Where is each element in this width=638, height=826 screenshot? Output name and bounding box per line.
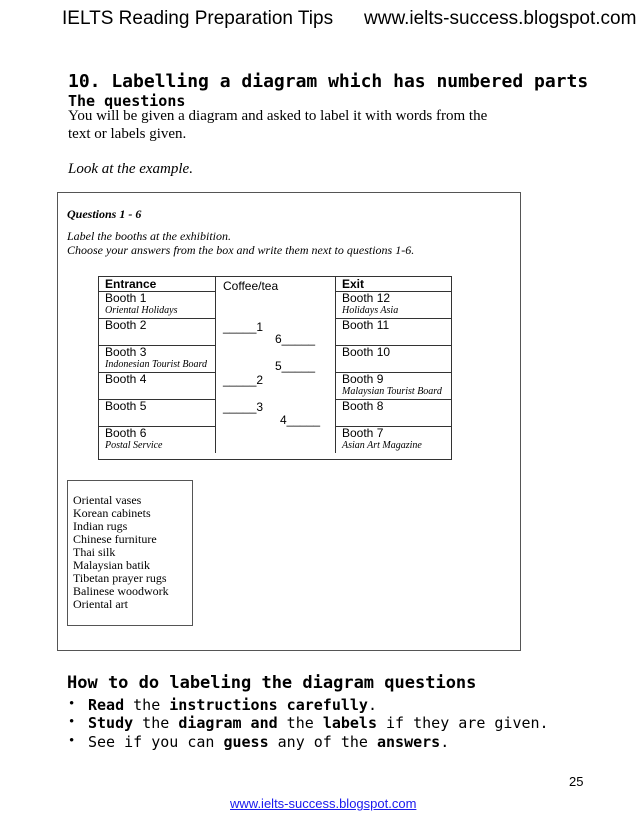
howto-bullet-3 bbox=[88, 733, 449, 752]
plain-text: . bbox=[440, 733, 450, 751]
option-item: Balinese woodwork bbox=[73, 584, 169, 598]
answer-blank-1: _____1 bbox=[223, 320, 264, 334]
right-booth-column bbox=[335, 277, 452, 453]
look-at-example: Look at the example. bbox=[68, 161, 193, 177]
booth-label: Booth 6 bbox=[105, 426, 147, 440]
howto-bullet-1 bbox=[88, 696, 377, 715]
booth-cell bbox=[336, 426, 452, 453]
intro-text-line-1: You will be given a diagram and asked to label it with words from the bbox=[68, 108, 488, 124]
booth-cell bbox=[99, 318, 215, 345]
booth-label: Booth 10 bbox=[342, 345, 391, 359]
booth-diagram bbox=[98, 276, 452, 460]
header-title: IELTS Reading Preparation Tips bbox=[62, 8, 334, 29]
booth-cell bbox=[336, 399, 452, 426]
bold-term: labels bbox=[322, 714, 377, 732]
option-item: Chinese furniture bbox=[73, 532, 157, 546]
booth-cell bbox=[336, 372, 452, 399]
booth-label: Booth 9 bbox=[342, 372, 384, 386]
booth-label: Booth 11 bbox=[342, 318, 390, 332]
option-item: Tibetan prayer rugs bbox=[73, 571, 167, 585]
exit-label: Exit bbox=[342, 277, 365, 291]
bullet-icon: • bbox=[69, 733, 75, 749]
entrance-label: Entrance bbox=[105, 277, 157, 291]
booth-cell bbox=[99, 426, 215, 453]
bold-term: guess bbox=[223, 733, 269, 751]
answer-blank-3: _____3 bbox=[223, 400, 264, 414]
page-number: 25 bbox=[569, 774, 584, 789]
booth-label: Booth 8 bbox=[342, 399, 384, 413]
plain-text: the bbox=[277, 714, 323, 732]
booth-occupant: Postal Service bbox=[105, 440, 163, 451]
booth-occupant: Indonesian Tourist Board bbox=[105, 359, 208, 370]
left-booth-column bbox=[99, 277, 216, 453]
bold-term: answers bbox=[377, 733, 441, 751]
option-item: Oriental vases bbox=[73, 493, 142, 507]
plain-text: any of the bbox=[268, 733, 377, 751]
section-title: 10. Labelling a diagram which has numbered parts bbox=[68, 71, 589, 92]
booth-cell bbox=[336, 291, 452, 318]
coffee-tea-label: Coffee/tea bbox=[223, 279, 279, 293]
bold-term: Read bbox=[88, 696, 125, 714]
footer-link[interactable]: www.ielts-success.blogspot.com bbox=[230, 796, 417, 811]
booth-cell bbox=[336, 345, 452, 372]
booth-occupant: Holidays Asia bbox=[342, 305, 399, 316]
option-item: Indian rugs bbox=[73, 519, 128, 533]
option-item: Korean cabinets bbox=[73, 506, 151, 520]
plain-text: the bbox=[133, 714, 179, 732]
booth-label: Booth 7 bbox=[342, 426, 384, 440]
plain-text: if they are given. bbox=[377, 714, 549, 732]
answer-blank-4: 4_____ bbox=[280, 413, 321, 427]
booth-occupant: Malaysian Tourist Board bbox=[342, 386, 442, 397]
answer-blank-5: 5_____ bbox=[275, 359, 316, 373]
booth-label: Booth 1 bbox=[105, 291, 147, 305]
option-item: Thai silk bbox=[73, 545, 116, 559]
bullet-icon: • bbox=[69, 696, 75, 712]
plain-text: . bbox=[367, 696, 377, 714]
booth-label: Booth 5 bbox=[105, 399, 147, 413]
booth-occupant: Asian Art Magazine bbox=[342, 440, 422, 451]
booth-occupant: Oriental Holidays bbox=[105, 305, 178, 316]
questions-heading: Questions 1 - 6 bbox=[67, 207, 142, 221]
intro-text-line-2: text or labels given. bbox=[68, 126, 187, 142]
option-item: Oriental art bbox=[73, 597, 128, 611]
option-item: Malaysian batik bbox=[73, 558, 150, 572]
howto-bullet-2 bbox=[88, 714, 549, 733]
booth-label: Booth 3 bbox=[105, 345, 147, 359]
instruction-line-2: Choose your answers from the box and write them next to questions 1-6. bbox=[67, 243, 415, 257]
booth-label: Booth 12 bbox=[342, 291, 391, 305]
header-url: www.ielts-success.blogspot.com bbox=[364, 8, 637, 29]
answer-blank-2: _____2 bbox=[223, 373, 264, 387]
plain-text: See if you can bbox=[88, 733, 224, 751]
plain-text: the bbox=[124, 696, 170, 714]
answer-blank-6: 6_____ bbox=[275, 332, 316, 346]
bold-term: diagram and bbox=[178, 714, 278, 732]
booth-cell bbox=[99, 399, 215, 426]
bold-term: Study bbox=[88, 714, 134, 732]
section-subtitle: The questions bbox=[68, 92, 186, 110]
bold-term: instructions carefully bbox=[169, 696, 368, 714]
booth-label: Booth 4 bbox=[105, 372, 147, 386]
howto-title: How to do labeling the diagram questions bbox=[67, 673, 477, 693]
booth-label: Booth 2 bbox=[105, 318, 147, 332]
booth-cell bbox=[99, 345, 215, 372]
booth-cell bbox=[336, 318, 452, 345]
booth-cell bbox=[99, 291, 215, 318]
bullet-icon: • bbox=[69, 714, 75, 730]
booth-cell bbox=[99, 372, 215, 399]
instruction-line-1: Label the booths at the exhibition. bbox=[67, 229, 231, 243]
